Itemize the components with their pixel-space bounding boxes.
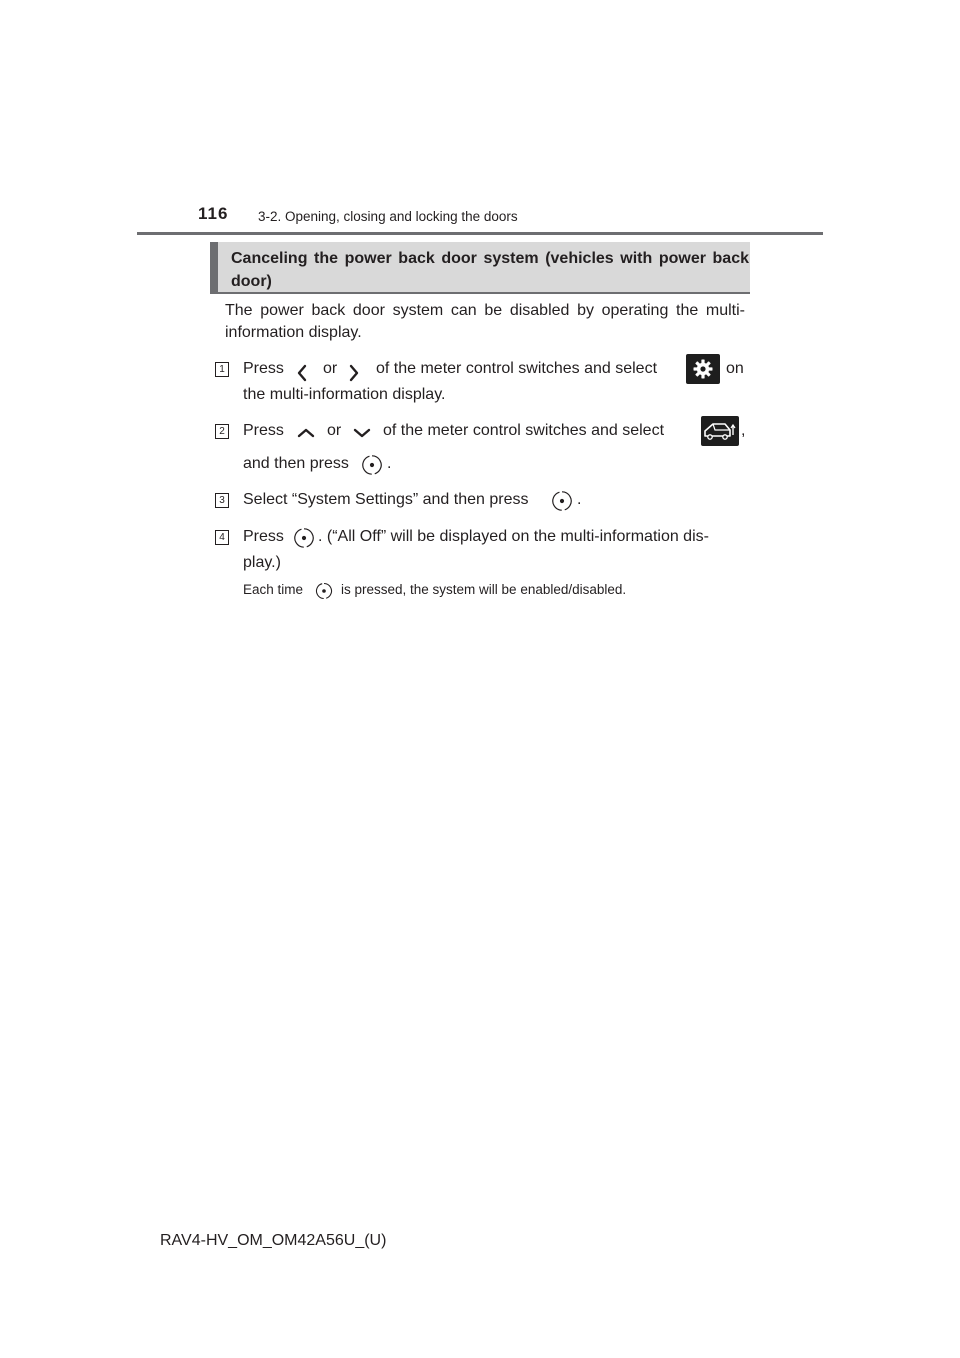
step-4-text-a: Press <box>243 528 284 545</box>
enter-button-icon <box>293 527 315 549</box>
step-2-number: 2 <box>215 424 229 439</box>
vehicle-back-door-icon <box>701 416 739 446</box>
chevron-up-icon <box>296 427 316 439</box>
step-3-text-a: Select “System Settings” and then press <box>243 491 529 508</box>
chevron-down-icon <box>352 427 372 439</box>
step-3-text-b: . <box>577 491 582 508</box>
enter-button-icon <box>315 582 333 600</box>
enter-button-icon <box>551 490 573 512</box>
step-4-text-b: . (“All Off” will be displayed on the multi-information dis- <box>318 528 709 545</box>
running-head: 3-2. Opening, closing and locking the doors <box>258 209 518 224</box>
section-heading-box <box>210 242 750 294</box>
step-1-text-or: or <box>323 360 338 377</box>
step-3-number: 3 <box>215 493 229 508</box>
step-1-text-rest: of the meter control switches and select <box>376 360 658 377</box>
enter-button-icon <box>361 454 383 476</box>
step-4-note-a: Each time <box>243 582 304 597</box>
step-1-text-line2: the multi-information display. <box>243 386 446 403</box>
section-title: Canceling the power back door system (vehicles with power back door) <box>231 250 749 290</box>
step-2-text-press: Press <box>243 422 284 439</box>
step-2-text-comma: , <box>741 422 746 439</box>
header-rule <box>137 232 823 235</box>
step-2-text-or: or <box>327 422 342 439</box>
intro-paragraph: The power back door system can be disabled by operating the multi-information display. <box>225 302 745 341</box>
step-4-text-line2: play.) <box>243 554 281 571</box>
footer-document-code: RAV4-HV_OM_OM42A56U_(U) <box>160 1232 387 1249</box>
settings-gear-icon <box>686 354 720 384</box>
chevron-right-icon <box>348 364 360 382</box>
step-2-text-rest: of the meter control switches and select <box>383 422 665 439</box>
step-2-text-line2-b: . <box>387 455 392 472</box>
chevron-left-icon <box>296 364 308 382</box>
step-2-text-line2-a: and then press <box>243 455 349 472</box>
step-4-number: 4 <box>215 530 229 545</box>
step-1-number: 1 <box>215 362 229 377</box>
step-1-text-press: Press <box>243 360 284 377</box>
step-1-text-on: on <box>726 360 744 377</box>
page-number: 116 <box>198 204 229 223</box>
step-4-note-b: is pressed, the system will be enabled/disabled. <box>341 582 627 597</box>
